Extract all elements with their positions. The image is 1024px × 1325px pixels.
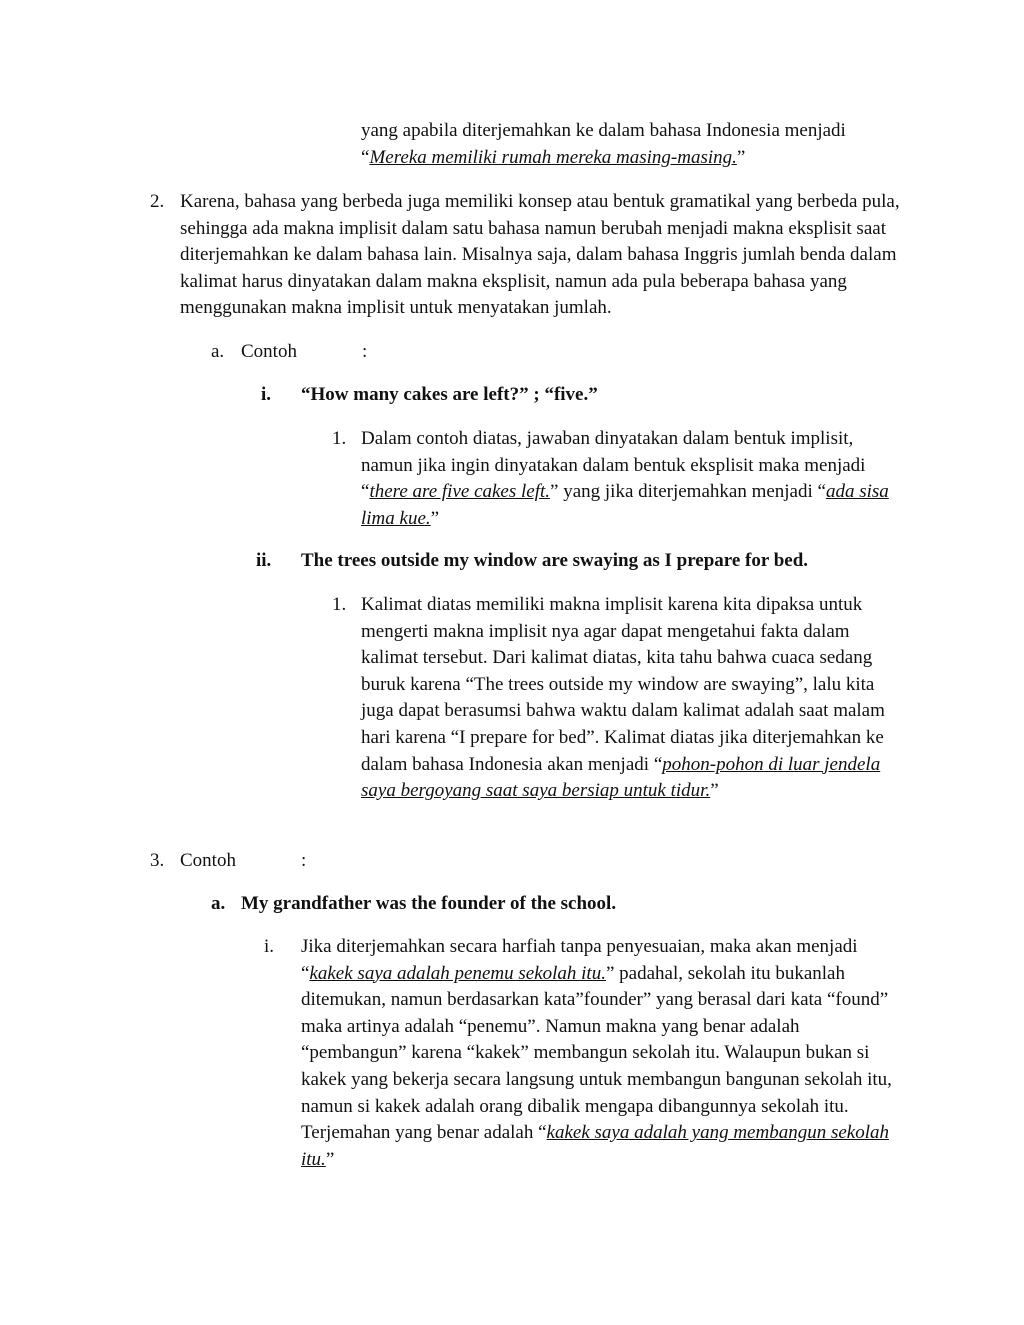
example-title-ii: The trees outside my window are swaying as I prepare for bed.: [301, 550, 809, 571]
list-number-3: 3.: [150, 850, 165, 871]
list-number-2: 2.: [150, 191, 165, 212]
translation-example: ada sisa lima kue.: [361, 481, 889, 529]
translation-example: pohon-pohon di luar jendela saya bergoyang saat saya bersiap untuk tidur.: [361, 753, 881, 802]
example-title-3a: My grandfather was the founder of the school.: [241, 893, 617, 914]
item-2-paragraph: Karena, bahasa yang berbeda juga memiliki konsep atau bentuk gramatikal yang berbeda pula, sehingga ada makna implisit dalam satu bahasa namun berubah menjadi makna eksplisit saat diterjemahkan ke dalam bahasa lain. Misalnya saja, dalam bahasa Inggris jumlah benda dalam kalimat harus dinyatakan dalam makna eksplisit, namun ada pula beberapa bahasa yang menggunakan makna implisit untuk menyatakan jumlah.: [180, 191, 900, 319]
continued-text: yang apabila diterjemahkan ke dalam bahasa Indonesia menjadi: [361, 120, 846, 141]
contoh-colon: :: [362, 341, 368, 362]
translation-example: kakek saya adalah yang membangun sekolah itu.: [301, 1122, 889, 1170]
note-i-paragraph: Dalam contoh diatas, jawaban dinyatakan dalam bentuk implisit, namun jika ingin dinyatakan dalam bentuk eksplisit maka menjadi “there are five cakes left.” yang jika diterjemahkan menjadi “ada sisa lima kue.”: [361, 428, 889, 529]
note-marker-1: 1.: [332, 594, 347, 615]
sub-marker-a: a.: [211, 893, 226, 914]
note-ii-paragraph: Kalimat diatas memiliki makna implisit karena kita dipaksa untuk mengerti makna implisit nya agar dapat mengetahui fakta dalam kalimat tersebut. Dari kalimat diatas, kita tahu bahwa cuaca sedang buruk karena “The trees outside my window are swaying”, lalu kita juga dapat berasumsi bahwa waktu dalam kalimat adalah saat malam hari karena “I prepare for bed”. Kalimat diatas jika diterjemahkan ke dalam bahasa Indonesia akan menjadi “pohon-pohon di luar jendela saya bergoyang saat saya bersiap untuk tidur.”: [361, 594, 885, 802]
contoh-label: Contoh: [180, 850, 236, 871]
example-title-i: “How many cakes are left?” ; “five.”: [301, 384, 598, 405]
translation-example: Mereka memiliki rumah mereka masing-masing.: [369, 146, 737, 168]
translation-example: there are five cakes left.: [369, 481, 551, 503]
continued-paragraph: yang apabila diterjemahkan ke dalam bahasa Indonesia menjadi “Mereka memiliki rumah mereka masing-masing.”: [361, 120, 846, 168]
contoh-label: Contoh: [241, 341, 297, 362]
roman-marker-i: i.: [261, 384, 272, 405]
note-3a-paragraph: Jika diterjemahkan secara harfiah tanpa penyesuaian, maka akan menjadi “kakek saya adalah penemu sekolah itu.” padahal, sekolah itu bukanlah ditemukan, namun berdasarkan kata”founder” yang berasal dari kata “found” maka artinya adalah “penemu”. Namun makna yang benar adalah “pembangun” karena “kakek” membangun sekolah itu. Walaupun bukan si kakek yang bekerja secara langsung untuk membangun bangunan sekolah itu, namun si kakek adalah orang dibalik mengapa dibangunnya sekolah itu. Terjemahan yang benar adalah “kakek saya adalah yang membangun sekolah itu.”: [301, 936, 892, 1170]
roman-marker-ii: ii.: [256, 550, 272, 571]
contoh-colon: :: [301, 850, 307, 871]
sub-marker-a: a.: [211, 341, 225, 362]
note-marker-1: 1.: [332, 428, 347, 449]
translation-example: kakek saya adalah penemu sekolah itu.: [309, 962, 606, 984]
roman-marker-i: i.: [264, 936, 275, 957]
